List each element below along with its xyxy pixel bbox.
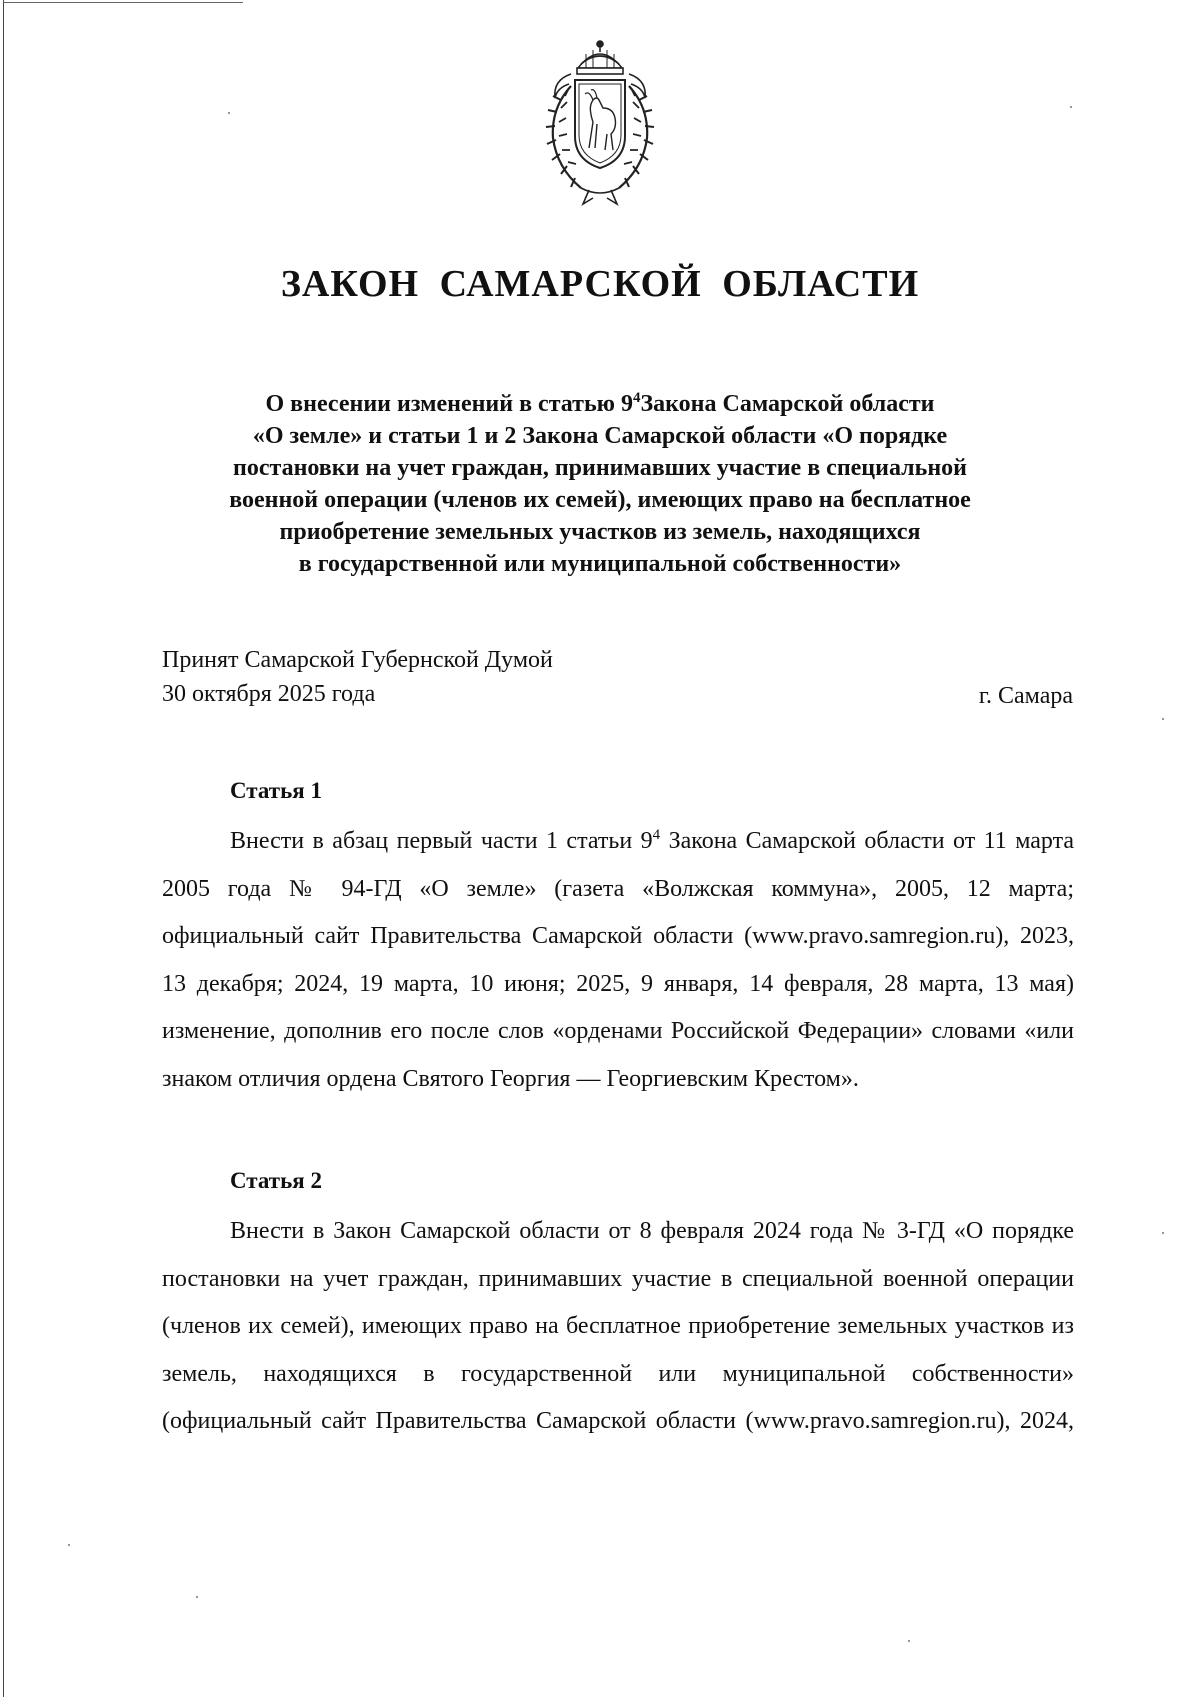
scan-speck — [1162, 718, 1164, 720]
scan-speck — [228, 112, 230, 114]
document-subtitle — [150, 388, 1050, 580]
page-left-edge — [3, 0, 4, 1697]
subtitle-line-5: приобретение земельных участков из земель, находящихся — [279, 519, 921, 545]
subtitle-line-4: военной операции (членов их семей), имеющих право на бесплатное — [229, 487, 971, 513]
adopted-date: 30 октября 2025 года — [162, 681, 376, 707]
document-title: ЗАКОН САМАРСКОЙ ОБЛАСТИ — [280, 263, 920, 305]
scan-speck — [908, 1640, 910, 1642]
scan-speck — [1162, 1232, 1164, 1234]
article-2-text: Внести в Закон Самарской области от 8 февраля 2024 года № 3-ГД «О порядке постановки на учет граждан, принимавших участие в специальной военной операции (членов их семей), имеющих право на бесплатное приобретение земельных участков из земель, находящихся в государственной или муниципальной собственности» (официальный сайт Правительства Самарской области (www.pravo.samregion.ru), 2024, — [162, 1218, 1074, 1434]
scan-speck — [1070, 106, 1072, 108]
city: г. Самара — [978, 683, 1073, 709]
subtitle-line-1: О внесении изменений в статью $9^4Закона$ Самарской области — [265, 390, 935, 417]
adopted-by: Принят Самарской Губернской Думой — [162, 647, 553, 673]
subtitle-line-6: в государственной или муниципальной собственности» — [298, 551, 902, 577]
article-1-heading: Статья 1 — [230, 778, 322, 803]
page-top-edge — [3, 2, 243, 3]
article-2-heading: Статья 2 — [230, 1168, 322, 1193]
article-1-text: Внести в абзац первый части 1 статьи $9^4$ Закона Самарской области от 11 марта 2005 года № 94-ГД «О земле» (газета «Волжская коммуна», 2005, 12 марта; официальный сайт Правительства Самарской области (www.pravo.samregion.ru), 2023, 13 декабря; 2024, 19 марта, 10 июня; 2025, 9 января, 14 февраля, 28 марта, 13 мая) изменение, дополнив его после слов «орденами Российской Федерации» словами «или знаком отличия ордена Святого Георгия — Георгиевским Крестом». — [162, 827, 1075, 1092]
coat-of-arms-emblem — [531, 38, 669, 208]
subtitle-line-3: постановки на учет граждан, принимавших участие в специальной — [233, 455, 967, 481]
scan-speck — [68, 1544, 70, 1546]
scan-speck — [196, 1596, 198, 1598]
subtitle-line-2: «О земле» и статьи 1 и 2 Закона Самарской области «О порядке — [252, 423, 948, 449]
